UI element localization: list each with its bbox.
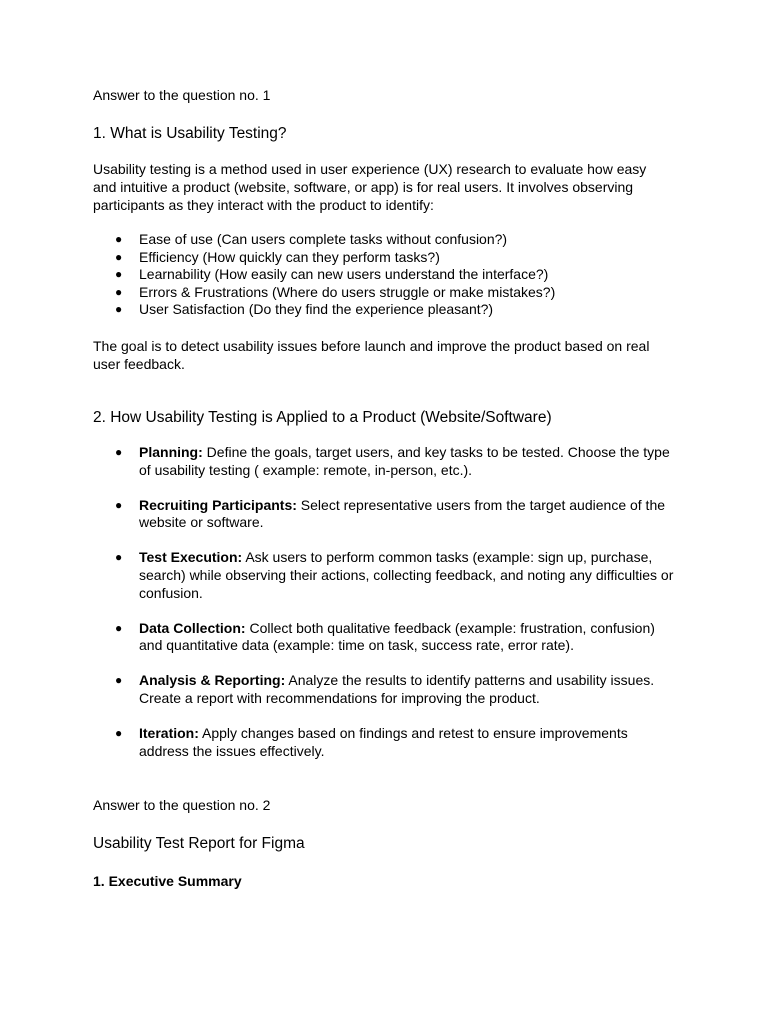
report-title: Usability Test Report for Figma [93,835,305,853]
bullet-icon: ● [115,725,123,740]
answer-2-label: Answer to the question no. 2 [93,797,271,814]
step-text: Select representative users from the target audience of the website or software. [139,496,666,531]
step-text: Define the goals, target users, and key tasks to be tested. Choose the type of usability testing ( example: remote, in-person, etc.). [139,443,670,478]
bullet-icon: ● [115,673,123,688]
list-item: ● Efficiency (How quickly can they perform tasks?) [115,248,440,265]
section-2-heading: 2. How Usability Testing is Applied to a Product (Website/Software) [93,408,552,426]
step-term: Test Execution: [139,549,243,566]
step-text: Ask users to perform common tasks (example: sign up, purchase, search) while observing their actions, collecting feedback, and noting any difficulties or confusion. [139,549,674,601]
list-item: ● User Satisfaction (Do they find the experience pleasant?) [115,301,494,318]
executive-summary-heading: 1. Executive Summary [93,873,242,890]
bullet-icon: ● [115,249,123,264]
list-item [93,672,674,708]
list-item: ● Errors & Frustrations (Where do users struggle or make mistakes?) [115,283,556,300]
step-term: Planning: [139,443,203,460]
section-1-goal: The goal is to detect usability issues before launch and improve the product based on real user feedback. [93,337,650,372]
bullet-icon: ● [115,284,123,299]
step-text: Collect both qualitative feedback (example: frustration, confusion) and quantitative data (example: time on task, success rate, error rate). [139,619,655,654]
bullet-icon: ● [115,444,123,459]
list-item: ● Learnability (How easily can new users understand the interface?) [115,266,549,283]
list-item: ● Ease of use (Can users complete tasks without confusion?) [115,231,508,247]
bullet-icon: ● [115,267,123,282]
step-term: Analysis & Reporting: [139,672,286,689]
list-item [93,444,674,480]
usability-criteria-list [93,231,768,319]
bullet-icon: ● [115,232,123,246]
step-term: Recruiting Participants: [139,496,297,513]
step-term: Data Collection: [139,619,246,636]
section-1-heading: 1. What is Usability Testing? [93,125,287,142]
answer-1-label: Answer to the question no. 1 [93,87,271,103]
bullet-icon: ● [115,302,123,317]
step-text: Apply changes based on findings and retest to ensure improvements address the issues effectively. [139,724,628,759]
section-1-intro: Usability testing is a method used in user experience (UX) research to evaluate how easy and intuitive a product (website, software, or app) is for real users. It involves observing participants as they interact with the product to identify: [93,161,647,213]
list-item [93,620,674,656]
application-steps-list [93,444,768,760]
bullet-icon: ● [115,550,123,565]
step-term: Iteration: [139,724,199,741]
step-text: Analyze the results to identify patterns and usability issues. Create a report with recommendations for improving the product. [139,672,655,706]
list-item [93,497,674,533]
bullet-icon: ● [115,620,123,635]
bullet-icon: ● [115,497,123,512]
list-item [93,725,674,761]
list-item [93,549,674,602]
